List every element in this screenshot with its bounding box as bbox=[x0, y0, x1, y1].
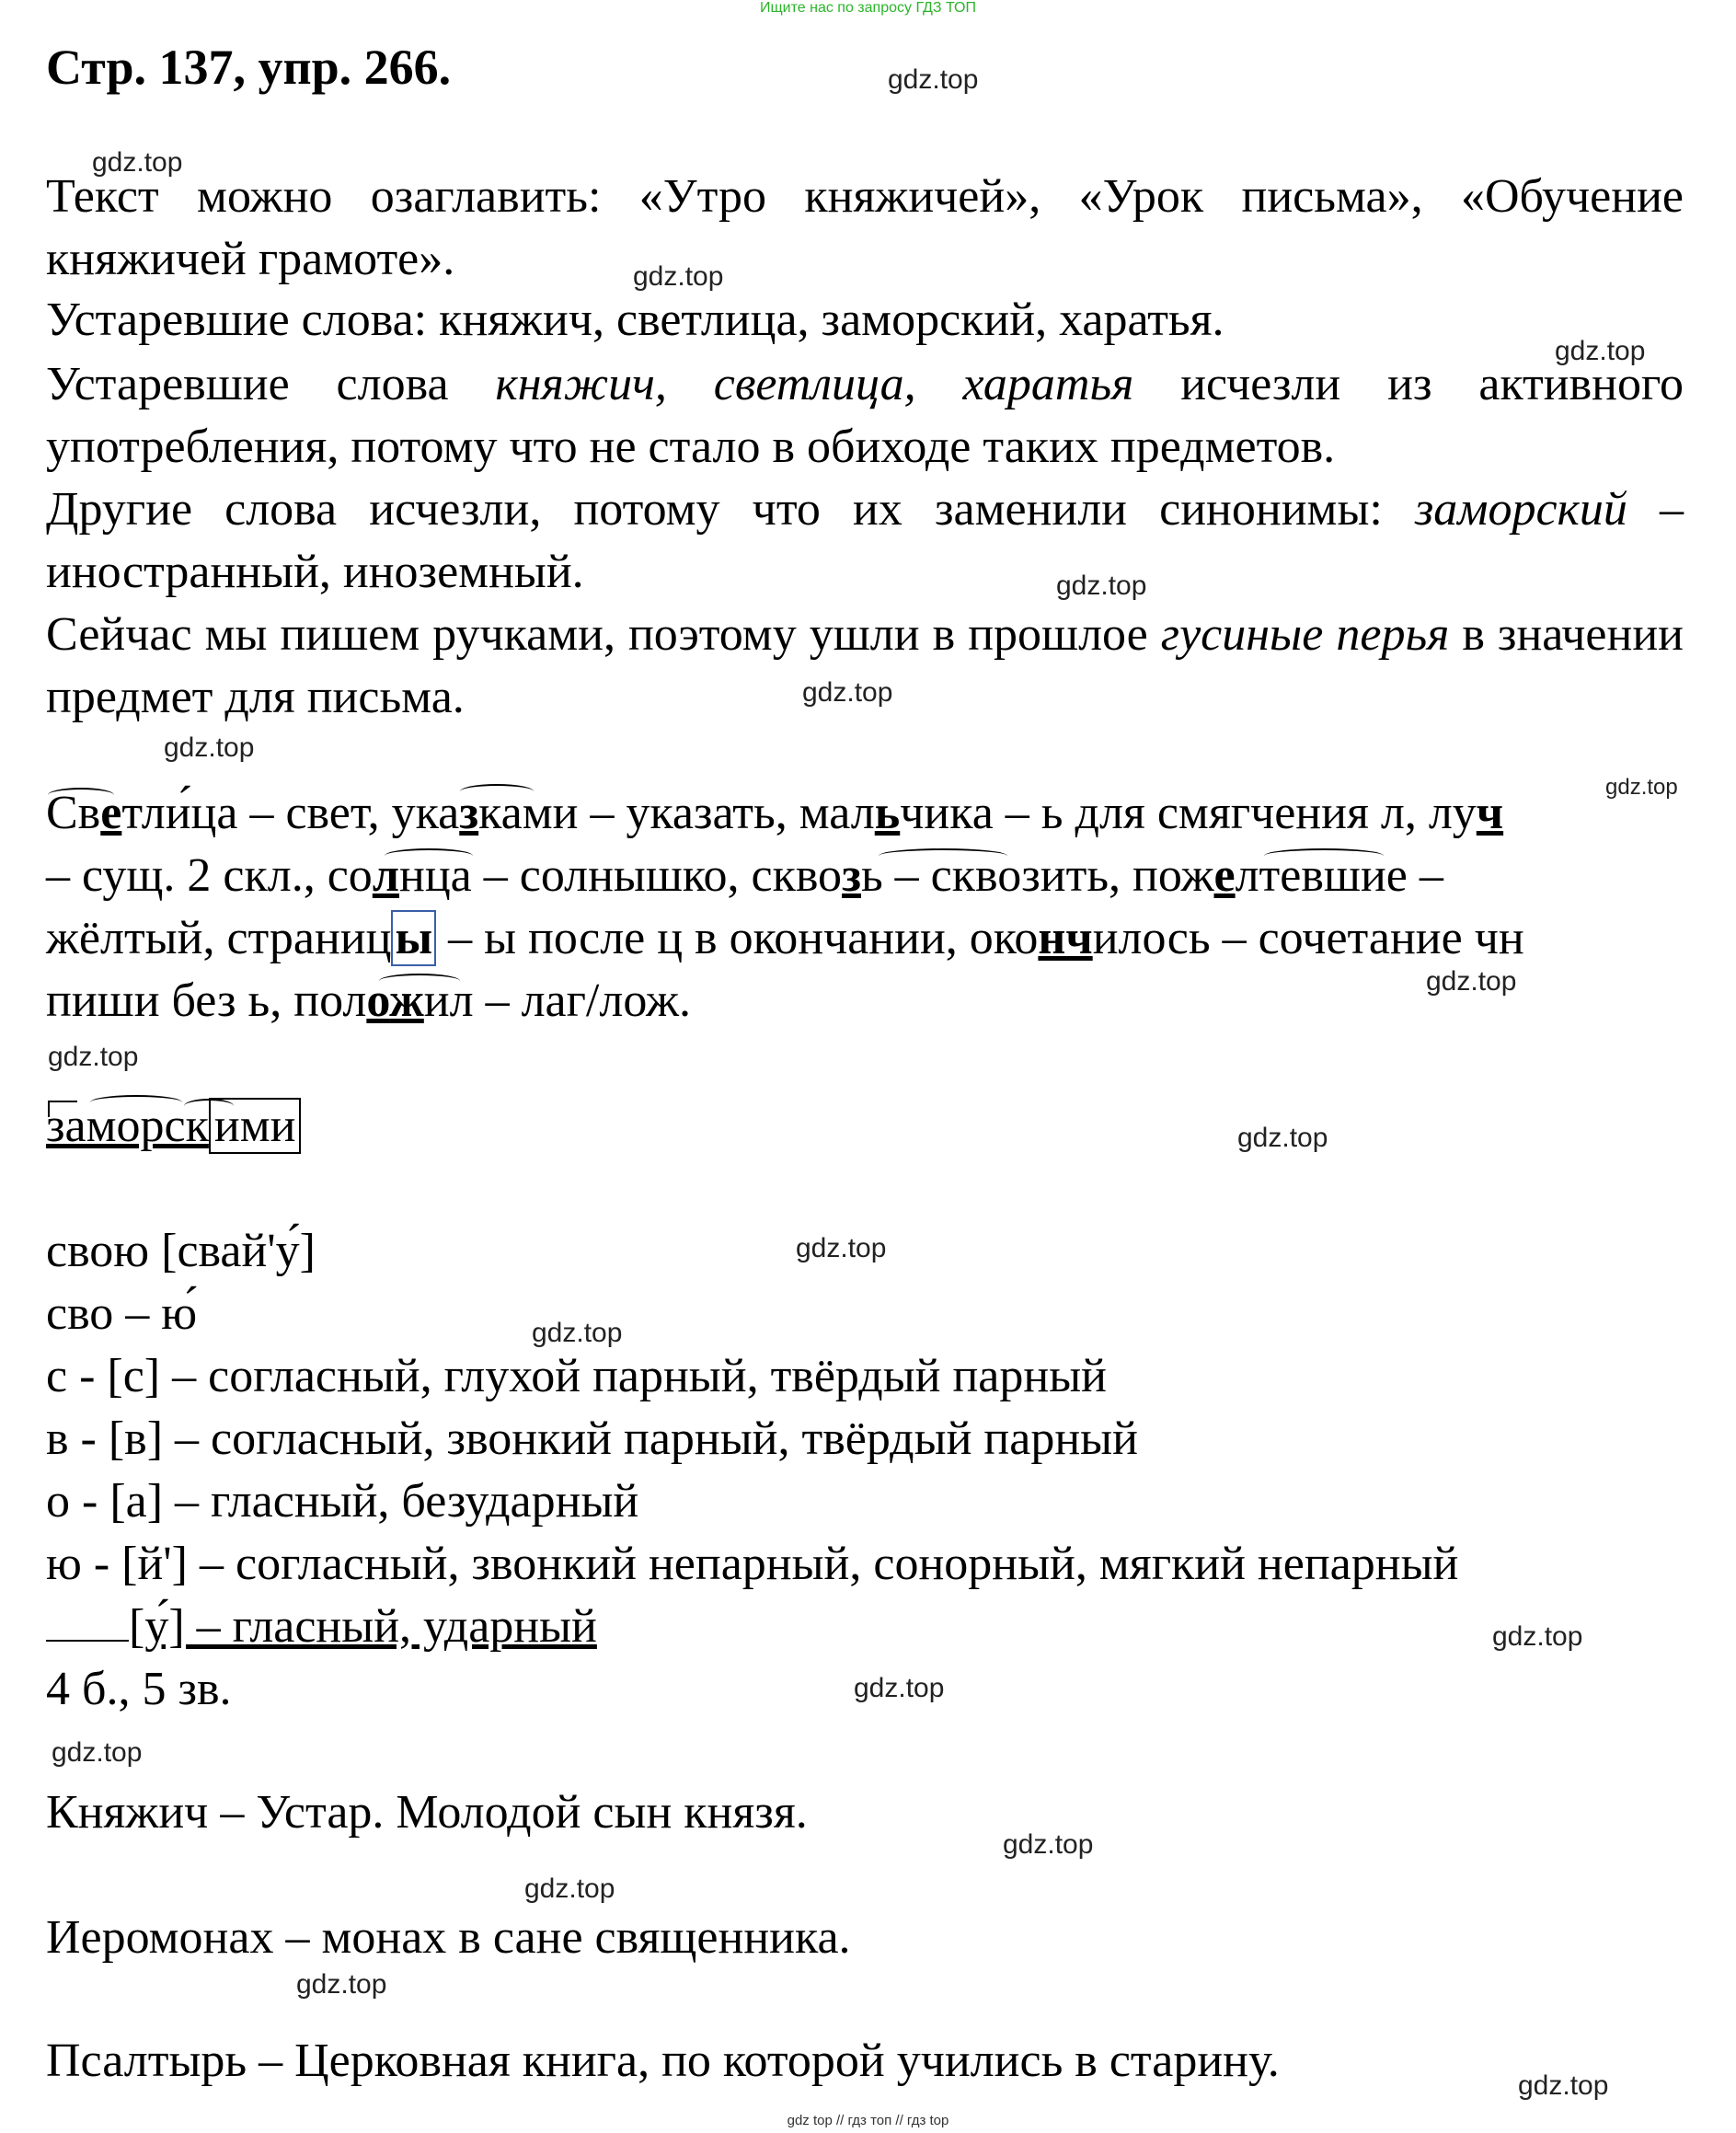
definition: Иеромонах – монах в сане священника. bbox=[46, 1911, 851, 1964]
root-arc bbox=[48, 788, 114, 802]
watermark: gdz.top bbox=[802, 677, 893, 708]
paragraph-obsolete-words: Устаревшие слова: княжич, светлица, заморский, харатья. bbox=[46, 294, 1224, 346]
paragraph-synonyms: Другие слова исчезли, потому что их заменили синонимы: заморский – иностранный, иноземный. bbox=[46, 483, 1684, 598]
page-title: Стр. 137, упр. 266. bbox=[46, 40, 452, 95]
watermark: gdz.top bbox=[524, 1874, 615, 1904]
watermark: gdz.top bbox=[92, 147, 183, 178]
watermark: gdz.top bbox=[48, 1042, 139, 1072]
watermark: gdz.top bbox=[854, 1673, 945, 1703]
suffix-mark bbox=[184, 1099, 234, 1113]
watermark: gdz.top bbox=[1518, 2070, 1609, 2101]
root-arc bbox=[460, 784, 534, 799]
phonetic-row: ю - [й'] – согласный, звонкий непарный, сонорный, мягкий непарный bbox=[46, 1538, 1459, 1590]
root-arc bbox=[1264, 848, 1384, 863]
prefix-mark bbox=[48, 1101, 77, 1117]
phonetic-word: свою [свай'у́] bbox=[46, 1225, 316, 1277]
phonetic-syllables: сво – ю́ bbox=[46, 1287, 198, 1340]
root-arc bbox=[879, 848, 1007, 863]
watermark: gdz.top bbox=[1237, 1123, 1328, 1153]
watermark: gdz.top bbox=[296, 1969, 387, 2000]
watermark: gdz.top bbox=[888, 64, 979, 95]
paragraph-obsolete-reason: Устаревшие слова княжич, светлица, харатья исчезли из активного употребления, потому что не стало в обиходе таких предметов. bbox=[46, 358, 1684, 473]
bottom-banner: gdz top // гдз топ // гдз top bbox=[787, 2113, 949, 2128]
definition: Княжич – Устар. Молодой сын князя. bbox=[46, 1786, 808, 1839]
spelling-line-3: жёлтый, страницы – ы после ц в окончании, окончилось – сочетание чн bbox=[46, 912, 1524, 964]
phonetic-row: в - [в] – согласный, звонкий парный, твёрдый парный bbox=[46, 1412, 1138, 1465]
watermark: gdz.top bbox=[532, 1318, 623, 1348]
watermark: gdz.top bbox=[1426, 966, 1517, 997]
top-banner: Ищите нас по запросу ГДЗ ТОП bbox=[760, 0, 976, 16]
phonetic-row: [у́] – гласный, ударный bbox=[46, 1599, 597, 1654]
paragraph-goose-feathers: Сейчас мы пишем ручками, поэтому ушли в прошлое гусиные перья в значении предмет для письма. bbox=[46, 608, 1684, 723]
phonetic-row: с - [с] – согласный, глухой парный, твёрдый парный bbox=[46, 1350, 1107, 1402]
root-arc bbox=[385, 848, 473, 863]
watermark: gdz.top bbox=[1555, 336, 1646, 366]
phonetic-row: о - [а] – гласный, безударный bbox=[46, 1475, 639, 1528]
watermark: gdz.top bbox=[52, 1737, 143, 1768]
watermark: gdz.top bbox=[633, 261, 724, 292]
phonetic-count: 4 б., 5 зв. bbox=[46, 1663, 232, 1715]
root-arc bbox=[379, 974, 460, 988]
spelling-line-2: – сущ. 2 скл., солнца – солнышко, сквозь – сквозить, пожелтевшие – bbox=[46, 849, 1443, 902]
root-arc bbox=[90, 1095, 182, 1110]
spelling-line-1: Светли́ца – свет, указками – указать, мальчика – ь для смягчения л, луч bbox=[46, 787, 1504, 839]
definition: Псалтырь – Церковная книга, по которой учились в старину. bbox=[46, 2035, 1280, 2087]
paragraph-title-options: Текст можно озаглавить: «Утро княжичей», «Урок письма», «Обучение княжичей грамоте». bbox=[46, 170, 1684, 285]
morpheme-word: заморск ими bbox=[46, 1099, 301, 1153]
spelling-line-4: пиши без ь, положил – лаг/лож. bbox=[46, 974, 691, 1027]
watermark: gdz.top bbox=[1056, 571, 1147, 601]
watermark: gdz.top bbox=[164, 732, 255, 763]
watermark: gdz.top bbox=[1492, 1621, 1583, 1652]
watermark: gdz.top bbox=[1605, 775, 1678, 800]
watermark: gdz.top bbox=[796, 1233, 887, 1263]
watermark: gdz.top bbox=[1003, 1829, 1094, 1860]
